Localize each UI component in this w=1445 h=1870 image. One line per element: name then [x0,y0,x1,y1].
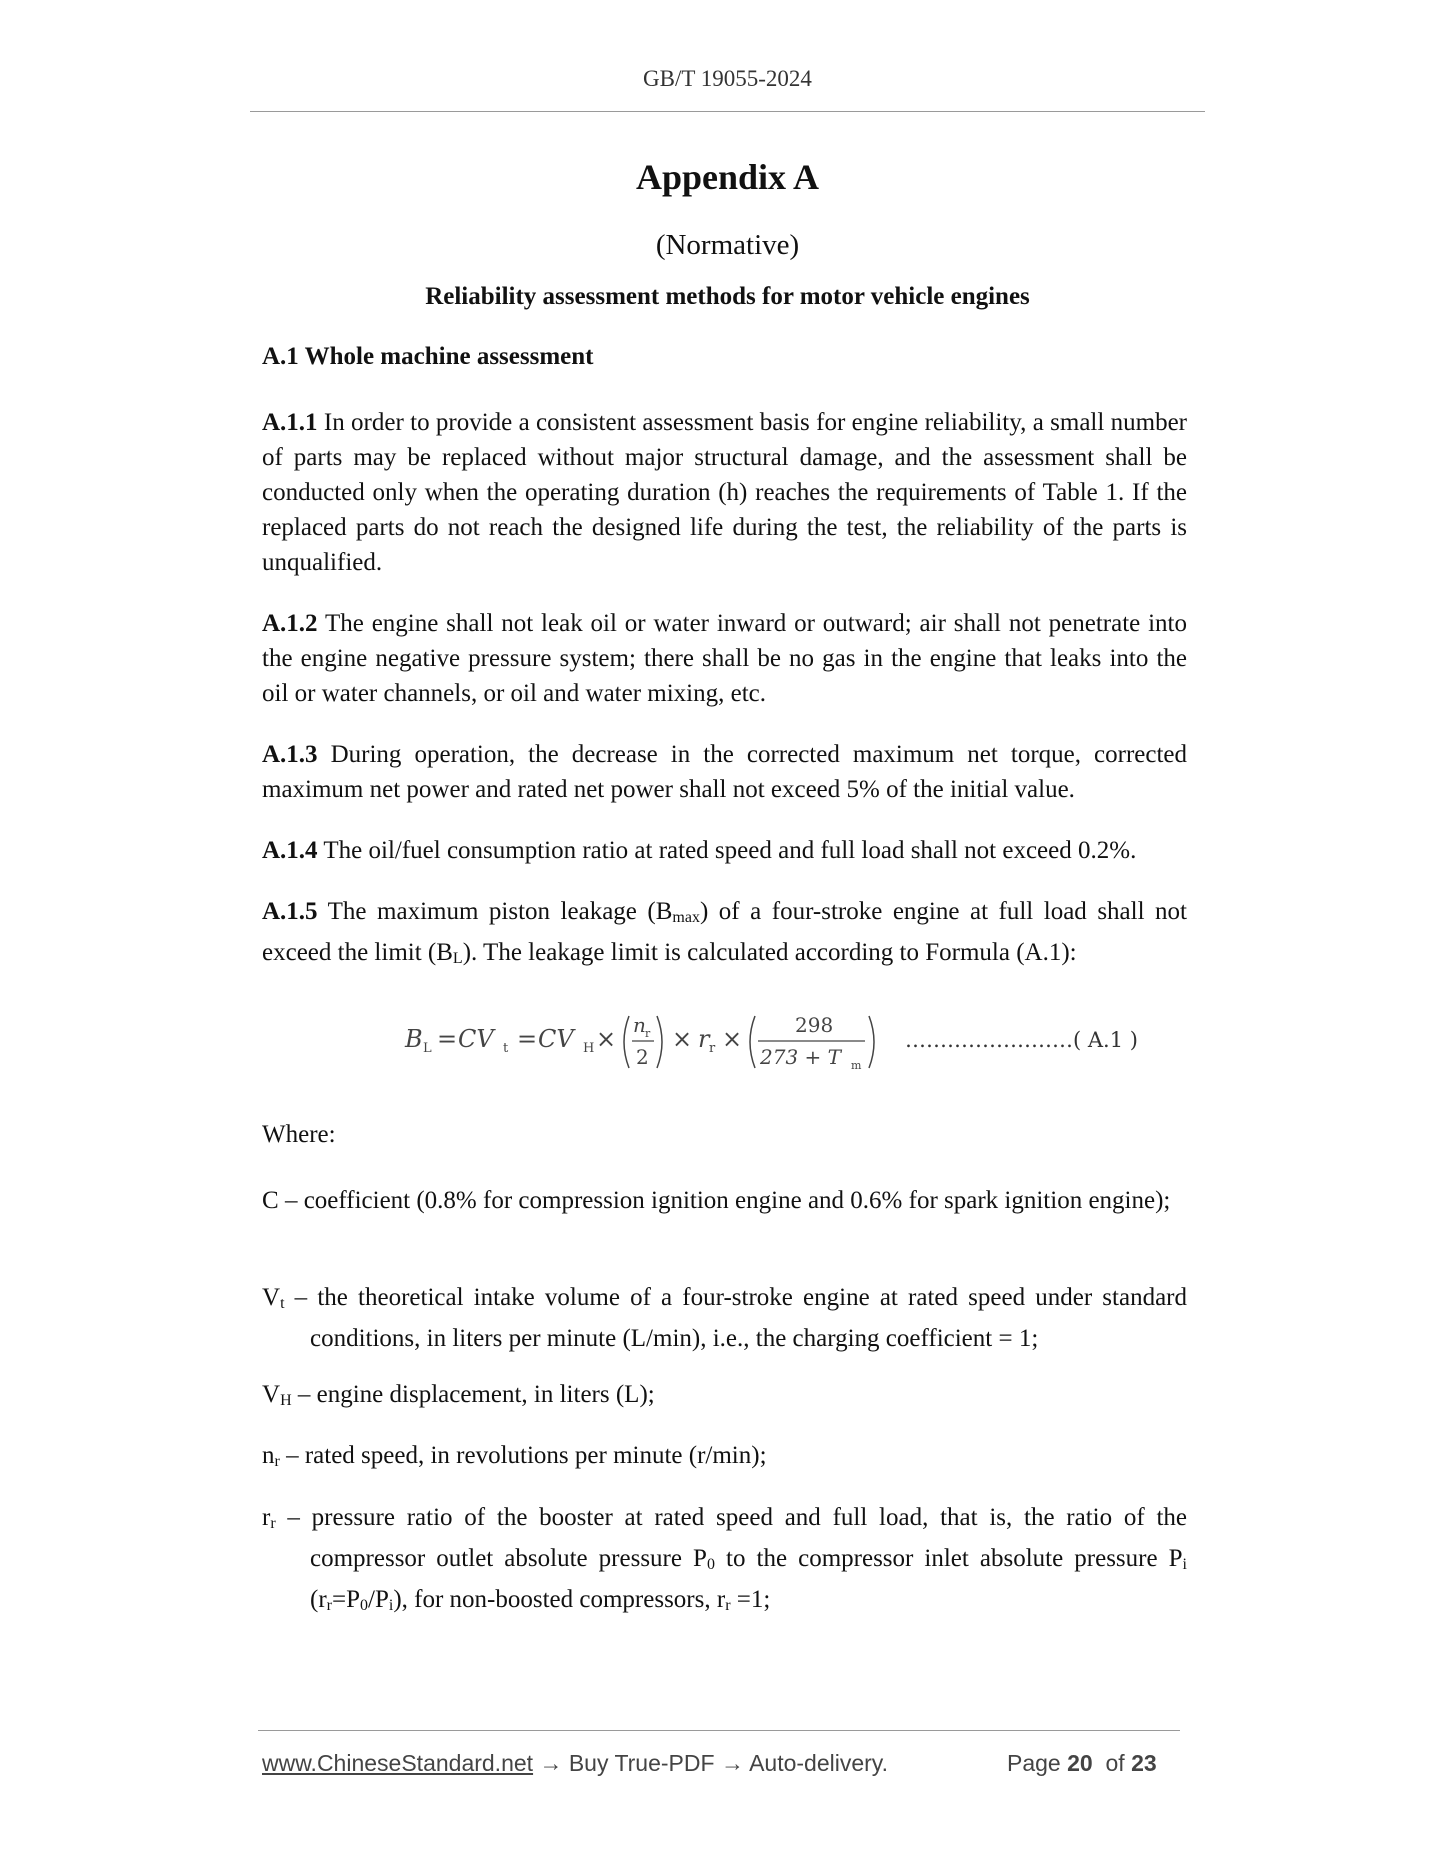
header-divider [250,111,1205,112]
section-heading: A.1 Whole machine assessment [262,343,594,370]
definition-symbol-sub: r [274,1453,280,1470]
paragraph-a-1-5 [262,894,1187,976]
definition-symbol: V [262,1284,281,1311]
formula-times-2: × [672,1025,693,1053]
footer-promo [262,1750,888,1777]
formula-nr: n [633,1013,646,1037]
subscript: 0 [706,1556,715,1573]
definition-text: – engine displacement, in liters (L); [291,1381,655,1408]
subscript: max [672,909,700,926]
formula-paren-right-1 [657,1016,662,1068]
formula-equals-1: = [437,1025,458,1053]
header-standard-code: GB/T 19055-2024 [643,66,812,91]
definition-text: (r [310,1586,327,1613]
paragraph-a-1-4 [262,833,1187,868]
formula-a-1 [400,1002,1200,1082]
where-label: Where: [262,1121,336,1148]
definition-text: =1; [730,1586,771,1613]
definition-symbol: V [262,1381,281,1408]
paragraph-text: The oil/fuel consumption ratio at rated speed and full load shall not exceed 0.2%. [323,837,1137,864]
formula-paren-left-1 [624,1016,629,1068]
appendix-title: Appendix A [635,157,820,197]
formula-lhs-sub: L [423,1041,432,1056]
formula-rr: r [698,1025,710,1053]
paragraph-text: In order to provide a consistent assessment basis for engine reliability, a small number of parts may be replaced without major structural damage, and the assessment shall be conducted only when the operating duration (h) reaches the requirements of Table 1. If the replaced parts do not reach the designed life during the test, the reliability of the parts is unqualified. [262,409,1187,576]
definition-c [262,1183,1187,1218]
clause-number: A.1.3 [262,741,318,768]
formula-equals-2: = [517,1025,538,1053]
formula-nr-sub: r [645,1027,651,1040]
definition-text: ), for non-boosted compressors, r [393,1586,726,1613]
subscript: L [452,950,463,967]
formula-den-sub: m [851,1059,862,1072]
paragraph-text: The engine shall not leak oil or water inward or outward; air shall not penetrate into the engine negative pressure system; there shall be no gas in the engine that leaks into the oil or water channels, or oil and water mixing, etc. [262,610,1187,707]
definition-text: – the theoretical intake volume of a four-stroke engine at rated speed under standard conditions, in liters per minute (L/min), i.e., the charging coefficient = 1; [284,1284,1187,1352]
definition-symbol: n [262,1442,275,1469]
formula-cvh-sub: H [583,1041,595,1056]
clause-number: A.1.1 [262,409,318,436]
subscript: r [326,1597,332,1614]
clause-number: A.1.4 [262,837,318,864]
definition-symbol: C [262,1187,279,1214]
definition-text: – coefficient (0.8% for compression ignition engine and 0.6% for spark ignition engine); [278,1187,1171,1214]
formula-paren-left-2 [750,1016,755,1068]
definition-symbol-sub: r [270,1515,276,1532]
page-indicator [1007,1750,1157,1777]
definition-rr [262,1500,1187,1623]
clause-number: A.1.5 [262,898,318,925]
definition-text: /P [368,1586,389,1613]
formula-cvh: CV [538,1025,574,1053]
footer-delivery-text: Auto-delivery. [749,1750,888,1776]
subscript: 0 [360,1597,368,1614]
arrow-right-icon: → [539,1750,563,1776]
definition-nr [262,1438,1187,1479]
formula-two: 2 [636,1045,649,1069]
formula-numerator: 298 [795,1013,834,1037]
definition-text: – pressure ratio of the booster at rated speed and full load, that is, the ratio of the compressor outlet absolute pressure P [275,1504,1187,1572]
formula-times-3: × [722,1025,743,1053]
formula-cvt-sub: t [503,1041,509,1056]
definition-text: =P [331,1586,360,1613]
formula-label: ……………………( A.1 ) [905,1028,1138,1052]
page-label: Page [1007,1750,1061,1776]
paragraph-a-1-1 [262,405,1187,580]
definition-text: – rated speed, in revolutions per minute (r/min); [279,1442,767,1469]
clause-number: A.1.2 [262,610,318,637]
definition-symbol-sub: H [280,1392,292,1409]
formula-times-1: × [596,1025,617,1053]
subscript: i [388,1597,394,1614]
appendix-type: (Normative) [655,229,800,261]
footer-buy-text: Buy True-PDF [568,1750,715,1776]
formula-paren-right-2 [869,1016,874,1068]
subscript: i [1182,1556,1187,1573]
arrow-right-icon: → [720,1750,744,1776]
of-label: of [1105,1750,1125,1776]
subscript: r [725,1597,731,1614]
website-link[interactable]: www.ChineseStandard.net [262,1750,534,1776]
formula-denominator: 273 + T [760,1045,841,1069]
appendix-heading: Reliability assessment methods for motor vehicle engines [425,283,1030,310]
definition-vt [262,1280,1187,1356]
paragraph-a-1-2 [262,606,1187,711]
formula-lhs: B [405,1025,423,1053]
formula-rr-sub: r [709,1041,716,1056]
definition-text: to the compressor inlet absolute pressure P [714,1545,1183,1572]
paragraph-a-1-3 [262,737,1187,807]
definition-vh [262,1377,1187,1418]
paragraph-text: During operation, the decrease in the corrected maximum net torque, corrected maximum net power and rated net power shall not exceed 5% of the initial value. [262,741,1188,803]
paragraph-text: ). The leakage limit is calculated according to Formula (A.1): [462,939,1077,966]
formula-cvt: CV [458,1025,494,1053]
definition-symbol-sub: t [280,1295,285,1312]
page-number: 20 [1067,1750,1093,1776]
footer-divider [258,1730,1180,1731]
definition-symbol: r [262,1504,271,1531]
paragraph-text: The maximum piston leakage (B [327,898,673,925]
paragraph-text: ) of a four-stroke engine at full load shall not exceed the limit (B [262,898,1188,966]
page-total: 23 [1131,1750,1157,1776]
